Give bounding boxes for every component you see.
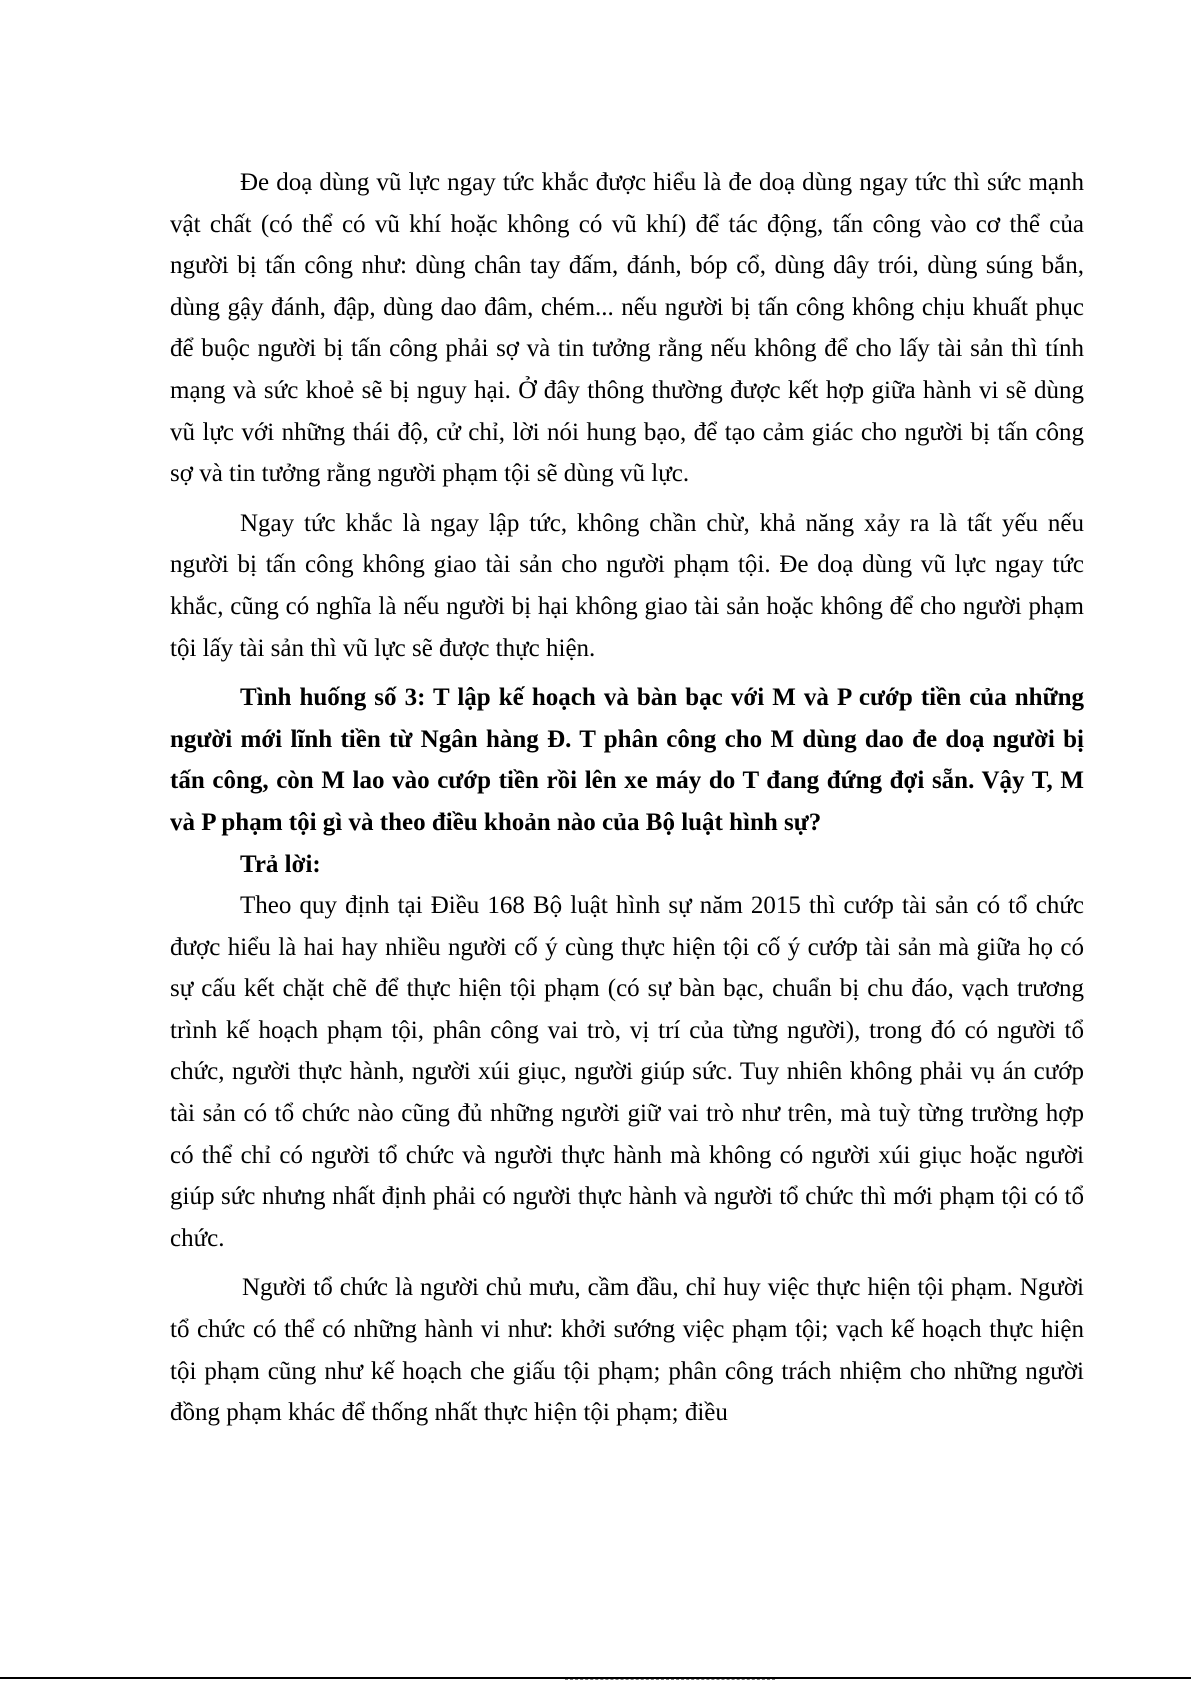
paragraph-immediate-definition: Ngay tức khắc là ngay lập tức, không chần chừ, khả năng xảy ra là tất yếu nếu người bị tấn công không giao tài sản cho người phạm tội. Đe doạ dùng vũ lực ngay tức khắc, cũng có nghĩa là nếu người bị hại không giao tài sản hoặc không để cho người phạm tội lấy tài sản thì vũ lực sẽ được thực hiện. xyxy=(170,509,1084,662)
answer-heading: Trả lời: xyxy=(240,850,321,878)
paragraph-organizer-role: Người tổ chức là người chủ mưu, cầm đầu, chỉ huy việc thực hiện tội phạm. Người tổ chức có thể có những hành vi như: khởi sướng việc phạm tội; vạch kế hoạch thực hiện tội phạm cũng như kế hoạch che giấu tội phạm; phân công trách nhiệm cho những người đồng phạm khác để thống nhất thực hiện tội phạm; điều xyxy=(170,1274,1084,1427)
situation-question: Tình huống số 3: T lập kế hoạch và bàn bạc với M và P cướp tiền của những người mới lĩnh tiền từ Ngân hàng Đ. T phân công cho M dùng dao đe doạ người bị tấn công, còn M lao vào cướp tiền rồi lên xe máy do T đang đứng đợi sẵn. Vậy T, M và P phạm tội gì và theo điều khoản nào của Bộ luật hình sự? xyxy=(170,684,1084,836)
paragraph-threat-definition: Đe doạ dùng vũ lực ngay tức khắc được hiểu là đe doạ dùng ngay tức thì sức mạnh vật chất (có thể có vũ khí hoặc không có vũ khí) để tác động, tấn công vào cơ thể của người bị tấn công như: dùng chân tay đấm, đánh, bóp cổ, dùng dây trói, dùng súng bắn, dùng gậy đánh, đập, dùng dao đâm, chém... nếu người bị tấn công không chịu khuất phục để buộc người bị tấn công phải sợ và tin tưởng rằng nếu không để cho lấy tài sản thì tính mạng và sức khoẻ sẽ bị nguy hại. Ở đây thông thường được kết hợp giữa hành vi sẽ dùng vũ lực với những thái độ, cử chỉ, lời nói hung bạo, để tạo cảm giác cho người bị tấn công sợ và tin tưởng rằng người phạm tội sẽ dùng vũ lực. xyxy=(170,169,1084,488)
bottom-border-mark xyxy=(565,1679,775,1681)
paragraph-organized-robbery: Theo quy định tại Điều 168 Bộ luật hình sự năm 2015 thì cướp tài sản có tổ chức được hiểu là hai hay nhiều người cố ý cùng thực hiện tội cố ý cướp tài sản mà giữa họ có sự cấu kết chặt chẽ để thực hiện tội phạm (có sự bàn bạc, chuẩn bị chu đáo, vạch trương trình kế hoạch phạm tội, phân công vai trò, vị trí của từng người), trong đó có người tổ chức, người thực hành, người xúi giục, người giúp sức. Tuy nhiên không phải vụ án cướp tài sản có tổ chức nào cũng đủ những người giữ vai trò như trên, mà tuỳ từng trường hợp có thể chỉ có người tổ chức và người thực hành mà không có người xúi giục hoặc người giúp sức nhưng nhất định phải có người thực hành và người tổ chức thì mới phạm tội có tổ chức. xyxy=(170,892,1084,1252)
document-body xyxy=(170,162,1084,1434)
